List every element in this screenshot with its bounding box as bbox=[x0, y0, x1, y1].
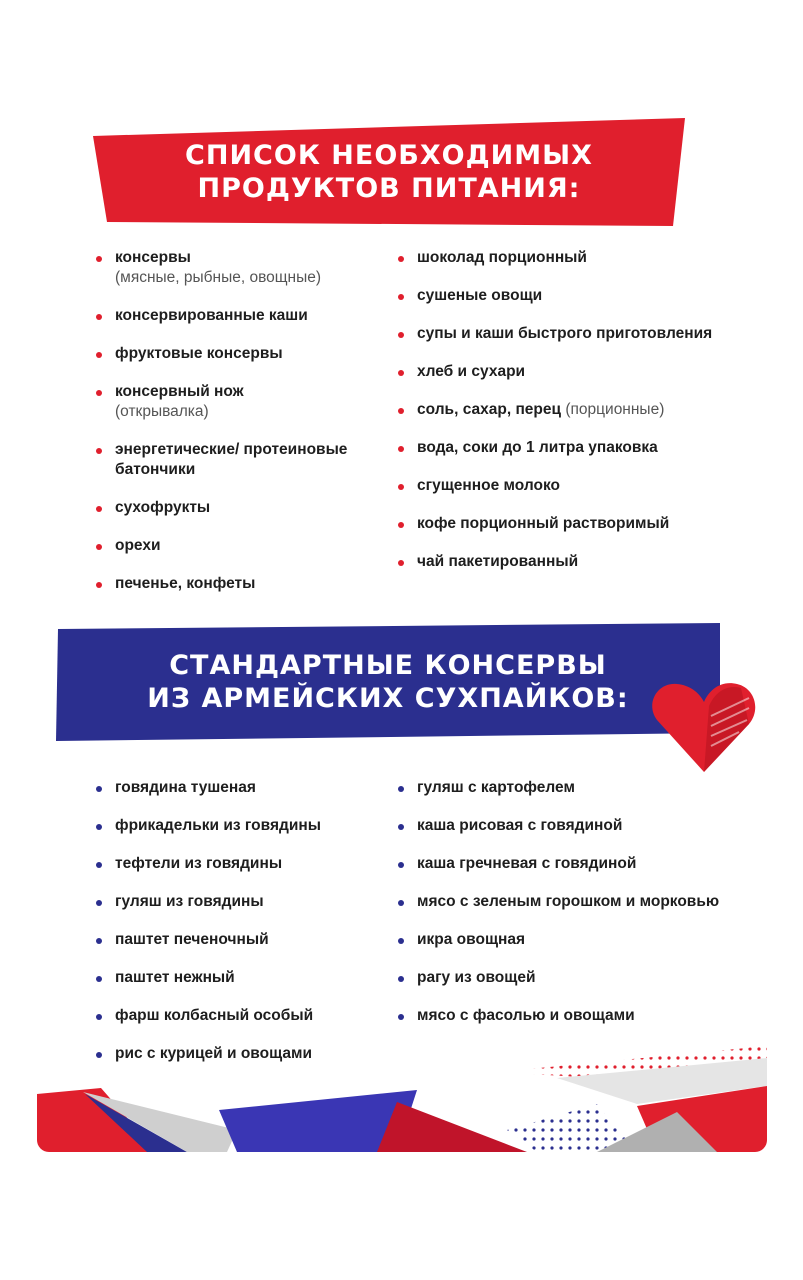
list-item bbox=[395, 362, 765, 382]
list-item bbox=[395, 248, 765, 268]
list-item bbox=[395, 854, 765, 874]
bullet-icon bbox=[96, 314, 102, 320]
list-item bbox=[93, 306, 393, 326]
bullet-icon bbox=[398, 446, 404, 452]
list-item-text: тефтели из говядины bbox=[115, 855, 283, 872]
army-rations-right bbox=[395, 778, 765, 1044]
list-item bbox=[93, 248, 393, 288]
bullet-icon bbox=[96, 938, 102, 944]
geometric-decoration bbox=[37, 1038, 767, 1152]
food-list-title bbox=[93, 139, 685, 205]
list-item bbox=[93, 816, 393, 836]
list-item bbox=[93, 498, 393, 518]
food-list-right bbox=[395, 248, 765, 590]
list-item bbox=[395, 778, 765, 798]
list-item-subtext: (открывалка) bbox=[115, 403, 209, 420]
list-item bbox=[395, 968, 765, 988]
list-item bbox=[395, 1006, 765, 1026]
list-item bbox=[395, 476, 765, 496]
food-list-title-line2: ПРОДУКТОВ ПИТАНИЯ: bbox=[197, 173, 581, 204]
list-item bbox=[93, 854, 393, 874]
army-rations-title-line2: ИЗ АРМЕЙСКИХ СУХПАЙКОВ: bbox=[147, 683, 629, 714]
infographic-card bbox=[37, 88, 767, 1152]
list-item-text: консервированные каши bbox=[115, 307, 308, 324]
list-item bbox=[395, 400, 765, 420]
list-item bbox=[395, 552, 765, 572]
list-item-text: гуляш из говядины bbox=[115, 893, 264, 910]
bullet-icon bbox=[398, 976, 404, 982]
list-item bbox=[93, 382, 393, 422]
bullet-icon bbox=[398, 256, 404, 262]
list-item-text: шоколад порционный bbox=[417, 249, 587, 266]
bullet-icon bbox=[96, 786, 102, 792]
list-item bbox=[93, 1006, 393, 1026]
list-item-text: рагу из овощей bbox=[417, 969, 536, 986]
heart-icon bbox=[649, 676, 759, 776]
army-rations-title bbox=[56, 649, 720, 715]
bullet-icon bbox=[398, 522, 404, 528]
list-item bbox=[93, 968, 393, 988]
list-item bbox=[395, 324, 765, 344]
bullet-icon bbox=[398, 1014, 404, 1020]
list-item-text: рис с курицей и овощами bbox=[115, 1045, 312, 1062]
list-item bbox=[93, 344, 393, 364]
bullet-icon bbox=[96, 582, 102, 588]
list-item-text: консервы bbox=[115, 249, 191, 266]
list-item bbox=[93, 892, 393, 912]
list-item-text: мясо с фасолью и овощами bbox=[417, 1007, 635, 1024]
bullet-icon bbox=[96, 862, 102, 868]
list-item-text: кофе порционный растворимый bbox=[417, 515, 670, 532]
food-list-left bbox=[93, 248, 393, 612]
bullet-icon bbox=[96, 544, 102, 550]
list-item-text: печенье, конфеты bbox=[115, 575, 256, 592]
list-item bbox=[395, 286, 765, 306]
list-item bbox=[395, 514, 765, 534]
bullet-icon bbox=[96, 506, 102, 512]
bullet-icon bbox=[398, 938, 404, 944]
bullet-icon bbox=[398, 900, 404, 906]
food-list-title-line1: СПИСОК НЕОБХОДИМЫХ bbox=[185, 140, 593, 171]
list-item-text: консервный нож bbox=[115, 383, 244, 400]
army-rations-title-line1: СТАНДАРТНЫЕ КОНСЕРВЫ bbox=[169, 650, 607, 681]
list-item-text: икра овощная bbox=[417, 931, 526, 948]
list-item-text: энергетические/ протеиновые батончики bbox=[115, 441, 348, 478]
list-item bbox=[93, 778, 393, 798]
list-item-text: мясо с зеленым горошком и морковью bbox=[417, 893, 720, 910]
bullet-icon bbox=[96, 976, 102, 982]
list-item-text: фарш колбасный особый bbox=[115, 1007, 314, 1024]
bullet-icon bbox=[96, 1014, 102, 1020]
list-item-text: паштет нежный bbox=[115, 969, 235, 986]
list-item-text: хлеб и сухари bbox=[417, 363, 526, 380]
bullet-icon bbox=[96, 352, 102, 358]
list-item-text: соль, сахар, перец bbox=[417, 401, 562, 418]
army-rations-banner bbox=[56, 623, 720, 741]
list-item bbox=[93, 930, 393, 950]
list-item bbox=[93, 440, 393, 480]
list-item-text: чай пакетированный bbox=[417, 553, 579, 570]
list-item bbox=[395, 930, 765, 950]
list-item-text: сухофрукты bbox=[115, 499, 211, 516]
list-item-subtext: (мясные, рыбные, овощные) bbox=[115, 269, 322, 286]
list-item-text: вода, соки до 1 литра упаковка bbox=[417, 439, 658, 456]
list-item bbox=[93, 536, 393, 556]
list-item-text: супы и каши быстрого приготовления bbox=[417, 325, 713, 342]
food-list-banner bbox=[93, 118, 685, 226]
bullet-icon bbox=[96, 256, 102, 262]
list-item-text: паштет печеночный bbox=[115, 931, 269, 948]
bullet-icon bbox=[398, 786, 404, 792]
list-item bbox=[395, 892, 765, 912]
list-item-text: каша гречневая с говядиной bbox=[417, 855, 637, 872]
list-item bbox=[395, 438, 765, 458]
list-item-text: сушеные овощи bbox=[417, 287, 543, 304]
list-item bbox=[93, 574, 393, 594]
list-item-text: орехи bbox=[115, 537, 161, 554]
list-item-note: (порционные) bbox=[565, 401, 665, 418]
bullet-icon bbox=[96, 824, 102, 830]
bullet-icon bbox=[398, 862, 404, 868]
list-item-text: фруктовые консервы bbox=[115, 345, 283, 362]
list-item-text: сгущенное молоко bbox=[417, 477, 560, 494]
bullet-icon bbox=[398, 560, 404, 566]
army-rations-left bbox=[93, 778, 393, 1082]
bullet-icon bbox=[398, 370, 404, 376]
bullet-icon bbox=[96, 390, 102, 396]
bullet-icon bbox=[398, 484, 404, 490]
bullet-icon bbox=[398, 824, 404, 830]
bullet-icon bbox=[96, 900, 102, 906]
list-item bbox=[395, 816, 765, 836]
bullet-icon bbox=[96, 448, 102, 454]
list-item-text: говядина тушеная bbox=[115, 779, 256, 796]
list-item-text: гуляш с картофелем bbox=[417, 779, 575, 796]
bullet-icon bbox=[398, 332, 404, 338]
list-item-text: каша рисовая с говядиной bbox=[417, 817, 623, 834]
bullet-icon bbox=[398, 294, 404, 300]
bullet-icon bbox=[398, 408, 404, 414]
list-item-text: фрикадельки из говядины bbox=[115, 817, 321, 834]
